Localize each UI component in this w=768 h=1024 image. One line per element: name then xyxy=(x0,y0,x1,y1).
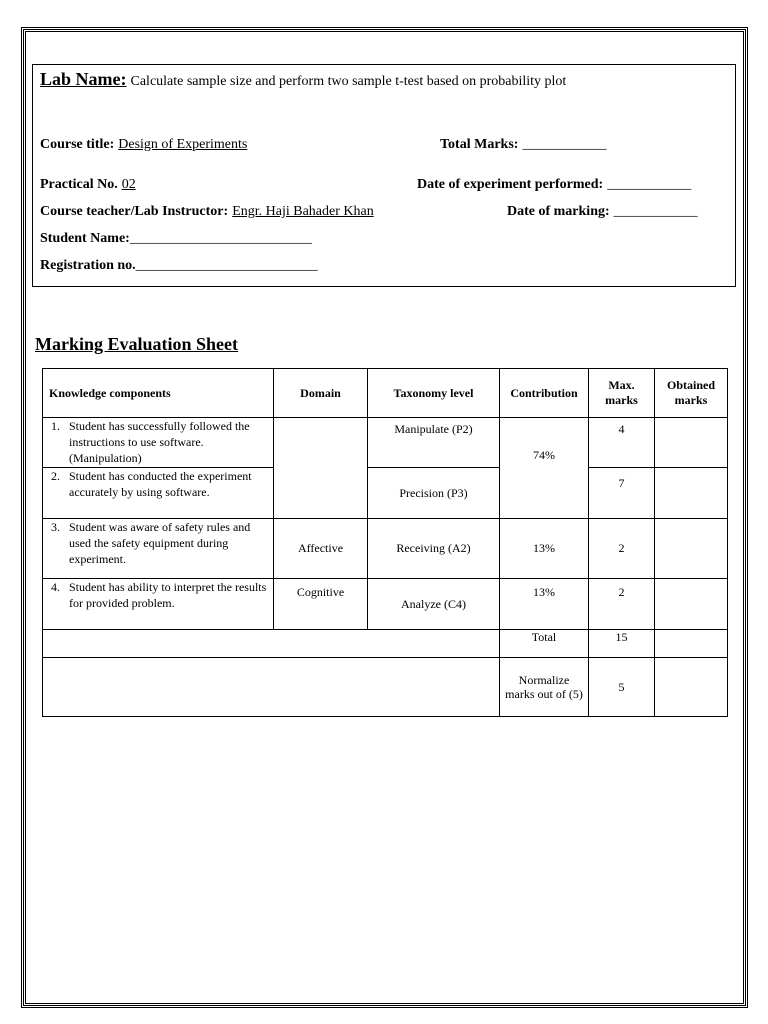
header-knowledge: Knowledge components xyxy=(43,369,274,418)
date-performed-line xyxy=(417,175,691,193)
domain-cell: Cognitive xyxy=(274,579,368,630)
header-domain: Domain xyxy=(274,369,368,418)
max-cell: 2 xyxy=(589,579,655,630)
header-obtained: Obtained marks xyxy=(655,369,728,418)
header-max: Max. marks xyxy=(589,369,655,418)
item-number: 2. xyxy=(51,469,60,483)
taxonomy-cell: Analyze (C4) xyxy=(368,579,500,630)
knowledge-cell xyxy=(43,519,274,579)
date-marking-field[interactable]: ____________ xyxy=(613,204,698,219)
item-text: Student has successfully followed the instructions to use software. (Manipulation) xyxy=(69,419,250,465)
domain-cell: Affective xyxy=(274,519,368,579)
lab-name-value: Calculate sample size and perform two sample t-test based on probability plot xyxy=(130,74,567,89)
registration-field[interactable]: __________________________ xyxy=(135,258,318,273)
header-taxonomy: Taxonomy level xyxy=(368,369,500,418)
practical-line xyxy=(40,175,136,193)
teacher-value: Engr. Haji Bahader Khan xyxy=(232,204,374,219)
item-text: Student has conducted the experiment accurately by using software. xyxy=(69,469,252,499)
student-name-label: Student Name: xyxy=(40,231,130,246)
obtained-cell[interactable] xyxy=(655,468,728,519)
registration-label: Registration no. xyxy=(40,258,136,273)
student-name-field[interactable]: __________________________ xyxy=(129,231,312,246)
total-row xyxy=(43,630,728,658)
normalize-label-cell: Normalize marks out of (5) xyxy=(500,658,589,717)
total-marks-field[interactable]: ____________ xyxy=(522,137,607,152)
max-cell: 2 xyxy=(589,519,655,579)
item-number: 1. xyxy=(51,419,60,433)
item-number: 3. xyxy=(51,520,60,534)
max-cell: 4 xyxy=(589,418,655,468)
total-marks-label: Total Marks: xyxy=(440,137,519,152)
total-max-cell: 15 xyxy=(589,630,655,658)
course-title-label: Course title: xyxy=(40,137,115,152)
date-marking-line xyxy=(507,202,698,220)
normalize-row xyxy=(43,658,728,717)
practical-value: 02 xyxy=(121,177,136,192)
obtained-cell[interactable] xyxy=(655,519,728,579)
taxonomy-cell: Manipulate (P2) xyxy=(368,418,500,468)
date-performed-field[interactable]: ____________ xyxy=(607,177,692,192)
contribution-cell: 13% xyxy=(500,519,589,579)
normalize-max-cell: 5 xyxy=(589,658,655,717)
date-performed-label: Date of experiment performed: xyxy=(417,177,604,192)
knowledge-cell xyxy=(43,418,274,468)
obtained-cell[interactable] xyxy=(655,418,728,468)
total-label-cell: Total xyxy=(500,630,589,658)
contribution-cell: 13% xyxy=(500,579,589,630)
taxonomy-cell: Receiving (A2) xyxy=(368,519,500,579)
teacher-line xyxy=(40,202,374,220)
total-marks-line xyxy=(440,135,606,153)
course-title-line xyxy=(40,135,247,153)
knowledge-cell xyxy=(43,468,274,519)
taxonomy-cell: Precision (P3) xyxy=(368,468,500,519)
marking-sheet-title: Marking Evaluation Sheet xyxy=(35,334,239,354)
max-cell: 7 xyxy=(589,468,655,519)
table-row xyxy=(43,579,728,630)
item-number: 4. xyxy=(51,580,60,594)
normalize-blank-cell xyxy=(43,658,500,717)
item-text: Student was aware of safety rules and used the safety equipment during experiment. xyxy=(69,520,251,566)
contribution-cell: 74% xyxy=(500,418,589,519)
student-name-line xyxy=(40,229,312,247)
marking-table xyxy=(42,368,728,717)
obtained-cell[interactable] xyxy=(655,579,728,630)
normalize-obtained-cell[interactable] xyxy=(655,658,728,717)
teacher-label: Course teacher/Lab Instructor: xyxy=(40,204,229,219)
domain-cell xyxy=(274,418,368,519)
total-blank-cell xyxy=(43,630,500,658)
header-contribution: Contribution xyxy=(500,369,589,418)
date-marking-label: Date of marking: xyxy=(507,204,610,219)
table-row xyxy=(43,519,728,579)
table-row xyxy=(43,468,728,519)
course-title-value: Design of Experiments xyxy=(118,137,248,152)
item-text: Student has ability to interpret the results for provided problem. xyxy=(69,580,267,610)
lab-name-label: Lab Name: xyxy=(40,69,127,89)
total-obtained-cell[interactable] xyxy=(655,630,728,658)
practical-label: Practical No. xyxy=(40,177,118,192)
knowledge-cell xyxy=(43,579,274,630)
lab-name-line xyxy=(40,69,566,90)
table-header-row xyxy=(43,369,728,418)
table-row xyxy=(43,418,728,468)
registration-line xyxy=(40,256,318,274)
